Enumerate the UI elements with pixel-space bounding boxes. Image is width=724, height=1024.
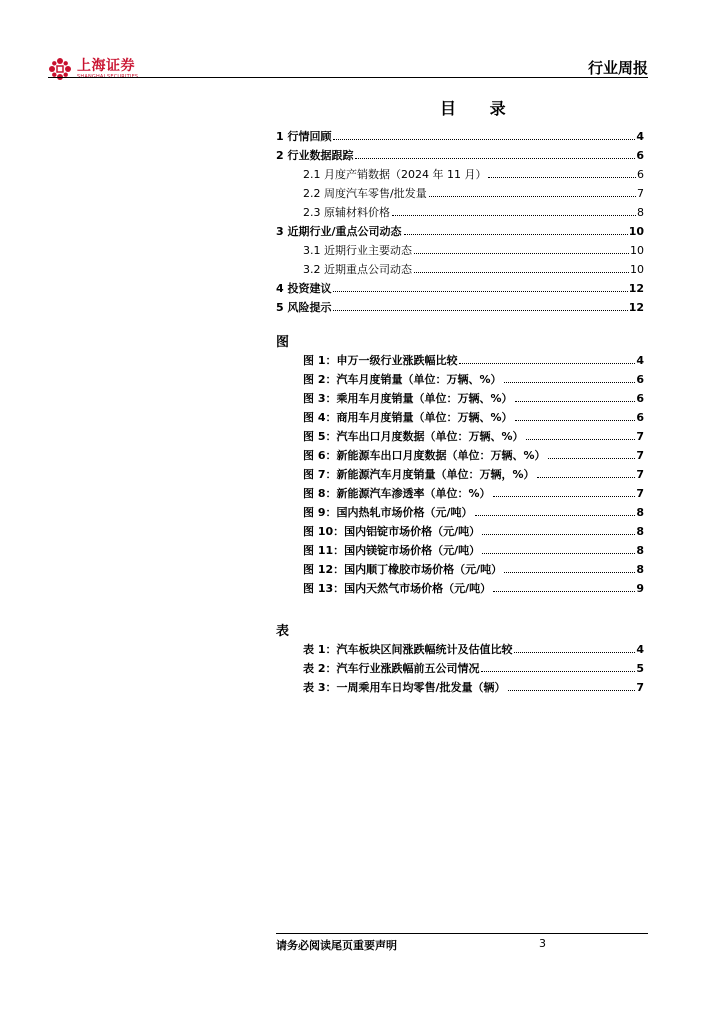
entry-page-number: 4	[636, 354, 644, 367]
footer-divider	[276, 933, 648, 934]
entry-label: 3.1 近期行业主要动态	[303, 244, 412, 257]
entry-label: 图 9：国内热轧市场价格（元/吨）	[303, 506, 473, 519]
entry-label: 图 13：国内天然气市场价格（元/吨）	[303, 582, 492, 595]
dot-leader	[482, 534, 635, 535]
entry-label: 表 1：汽车板块区间涨跌幅统计及估值比较	[303, 643, 513, 656]
entry-page-number: 12	[628, 282, 644, 295]
dot-leader	[429, 196, 636, 197]
report-type-label: 行业周报	[587, 59, 648, 77]
dot-leader	[481, 671, 635, 672]
entry-page-number: 10	[630, 263, 644, 276]
entry-label: 2 行业数据跟踪	[276, 149, 354, 162]
entry-label: 图 8：新能源汽车渗透率（单位：%）	[303, 487, 491, 500]
toc-entry[interactable]	[276, 223, 644, 242]
entry-page-number: 5	[636, 662, 644, 675]
entry-page-number: 9	[636, 582, 644, 595]
entry-page-number: 7	[636, 681, 644, 694]
figure-entry[interactable]	[276, 504, 644, 523]
entry-page-number: 8	[637, 206, 644, 219]
toc-entry[interactable]	[276, 280, 644, 299]
company-logo	[48, 55, 138, 83]
entry-label: 图 11：国内镁锭市场价格（元/吨）	[303, 544, 481, 557]
table-entry[interactable]	[276, 641, 644, 660]
dot-leader	[333, 310, 627, 311]
entry-page-number: 7	[636, 449, 644, 462]
entry-page-number: 10	[630, 244, 644, 257]
figures-heading: 图	[276, 335, 290, 350]
entry-label: 图 3：乘用车月度销量（单位：万辆、%）	[303, 392, 513, 405]
dot-leader	[514, 652, 635, 653]
figure-entry[interactable]	[276, 390, 644, 409]
dot-leader	[475, 515, 636, 516]
entry-label: 2.1 月度产销数据（2024 年 11 月）	[303, 168, 487, 181]
figures-list	[276, 352, 644, 599]
toc-entry[interactable]	[276, 185, 644, 204]
footer-disclaimer: 请务必阅读尾页重要声明	[276, 939, 397, 952]
entry-label: 2.2 周度汽车零售/批发量	[303, 187, 427, 200]
toc-entry[interactable]	[276, 204, 644, 223]
entry-label: 图 12：国内顺丁橡胶市场价格（元/吨）	[303, 563, 503, 576]
entry-label: 3.2 近期重点公司动态	[303, 263, 412, 276]
dot-leader	[404, 234, 628, 235]
entry-page-number: 7	[636, 430, 644, 443]
entry-page-number: 8	[636, 506, 644, 519]
figure-entry[interactable]	[276, 561, 644, 580]
logo-english-name: SHANGHAI SECURITIES	[77, 73, 139, 80]
toc-entry[interactable]	[276, 166, 644, 185]
toc-entry[interactable]	[276, 147, 644, 166]
entry-page-number: 8	[636, 544, 644, 557]
entry-label: 3 近期行业/重点公司动态	[276, 225, 402, 238]
dot-leader	[488, 177, 636, 178]
dot-leader	[504, 572, 635, 573]
table-entry[interactable]	[276, 660, 644, 679]
dot-leader	[526, 439, 636, 440]
entry-page-number: 7	[637, 187, 644, 200]
toc-entry[interactable]	[276, 299, 644, 318]
dot-leader	[508, 690, 636, 691]
logo-chinese-name: 上海证券	[77, 57, 135, 74]
toc-entry[interactable]	[276, 261, 644, 280]
dot-leader	[333, 139, 635, 140]
dot-leader	[482, 553, 635, 554]
dot-leader	[493, 591, 635, 592]
entry-label: 5 风险提示	[276, 301, 332, 314]
table-entry[interactable]	[276, 679, 644, 698]
entry-page-number: 7	[636, 487, 644, 500]
entry-label: 图 5：汽车出口月度数据（单位：万辆、%）	[303, 430, 524, 443]
entry-page-number: 10	[628, 225, 644, 238]
dot-leader	[333, 291, 627, 292]
dot-leader	[537, 477, 636, 478]
entry-label: 表 3：一周乘用车日均零售/批发量（辆）	[303, 681, 506, 694]
tables-list	[276, 641, 644, 698]
entry-label: 图 4：商用车月度销量（单位：万辆、%）	[303, 411, 513, 424]
entry-label: 图 6：新能源车出口月度数据（单位：万辆、%）	[303, 449, 546, 462]
figure-entry[interactable]	[276, 428, 644, 447]
figure-entry[interactable]	[276, 371, 644, 390]
dot-leader	[504, 382, 636, 383]
entry-label: 1 行情回顾	[276, 130, 332, 143]
entry-label: 图 1：申万一级行业涨跌幅比较	[303, 354, 458, 367]
dot-leader	[392, 215, 636, 216]
entry-label: 表 2：汽车行业涨跌幅前五公司情况	[303, 662, 480, 675]
figure-entry[interactable]	[276, 466, 644, 485]
dot-leader	[414, 272, 629, 273]
figure-entry[interactable]	[276, 447, 644, 466]
entry-page-number: 12	[628, 301, 644, 314]
dot-leader	[548, 458, 636, 459]
table-of-contents	[276, 128, 644, 698]
toc-entry[interactable]	[276, 242, 644, 261]
entry-page-number: 4	[636, 130, 644, 143]
entry-page-number: 8	[636, 525, 644, 538]
figure-entry[interactable]	[276, 352, 644, 371]
figure-entry[interactable]	[276, 542, 644, 561]
entry-page-number: 4	[636, 643, 644, 656]
figure-entry[interactable]	[276, 409, 644, 428]
entry-label: 4 投资建议	[276, 282, 332, 295]
contents-list	[276, 128, 644, 318]
entry-page-number: 7	[636, 468, 644, 481]
entry-label: 图 2：汽车月度销量（单位：万辆、%）	[303, 373, 502, 386]
figure-entry[interactable]	[276, 580, 644, 599]
toc-title: 目 录	[440, 99, 520, 118]
figure-entry[interactable]	[276, 485, 644, 504]
dot-leader	[355, 158, 635, 159]
entry-label: 图 7：新能源汽车月度销量（单位：万辆，%）	[303, 468, 535, 481]
toc-entry[interactable]	[276, 128, 644, 147]
page-number: 3	[539, 937, 546, 950]
dot-leader	[515, 401, 636, 402]
entry-page-number: 8	[636, 563, 644, 576]
dot-leader	[459, 363, 635, 364]
entry-page-number: 6	[636, 149, 644, 162]
entry-page-number: 6	[636, 373, 644, 386]
dot-leader	[414, 253, 629, 254]
dot-leader	[493, 496, 636, 497]
entry-label: 图 10：国内铝锭市场价格（元/吨）	[303, 525, 481, 538]
entry-page-number: 6	[636, 392, 644, 405]
entry-label: 2.3 原辅材料价格	[303, 206, 390, 219]
dot-leader	[515, 420, 636, 421]
entry-page-number: 6	[637, 168, 644, 181]
figure-entry[interactable]	[276, 523, 644, 542]
entry-page-number: 6	[636, 411, 644, 424]
tables-heading: 表	[276, 624, 290, 639]
